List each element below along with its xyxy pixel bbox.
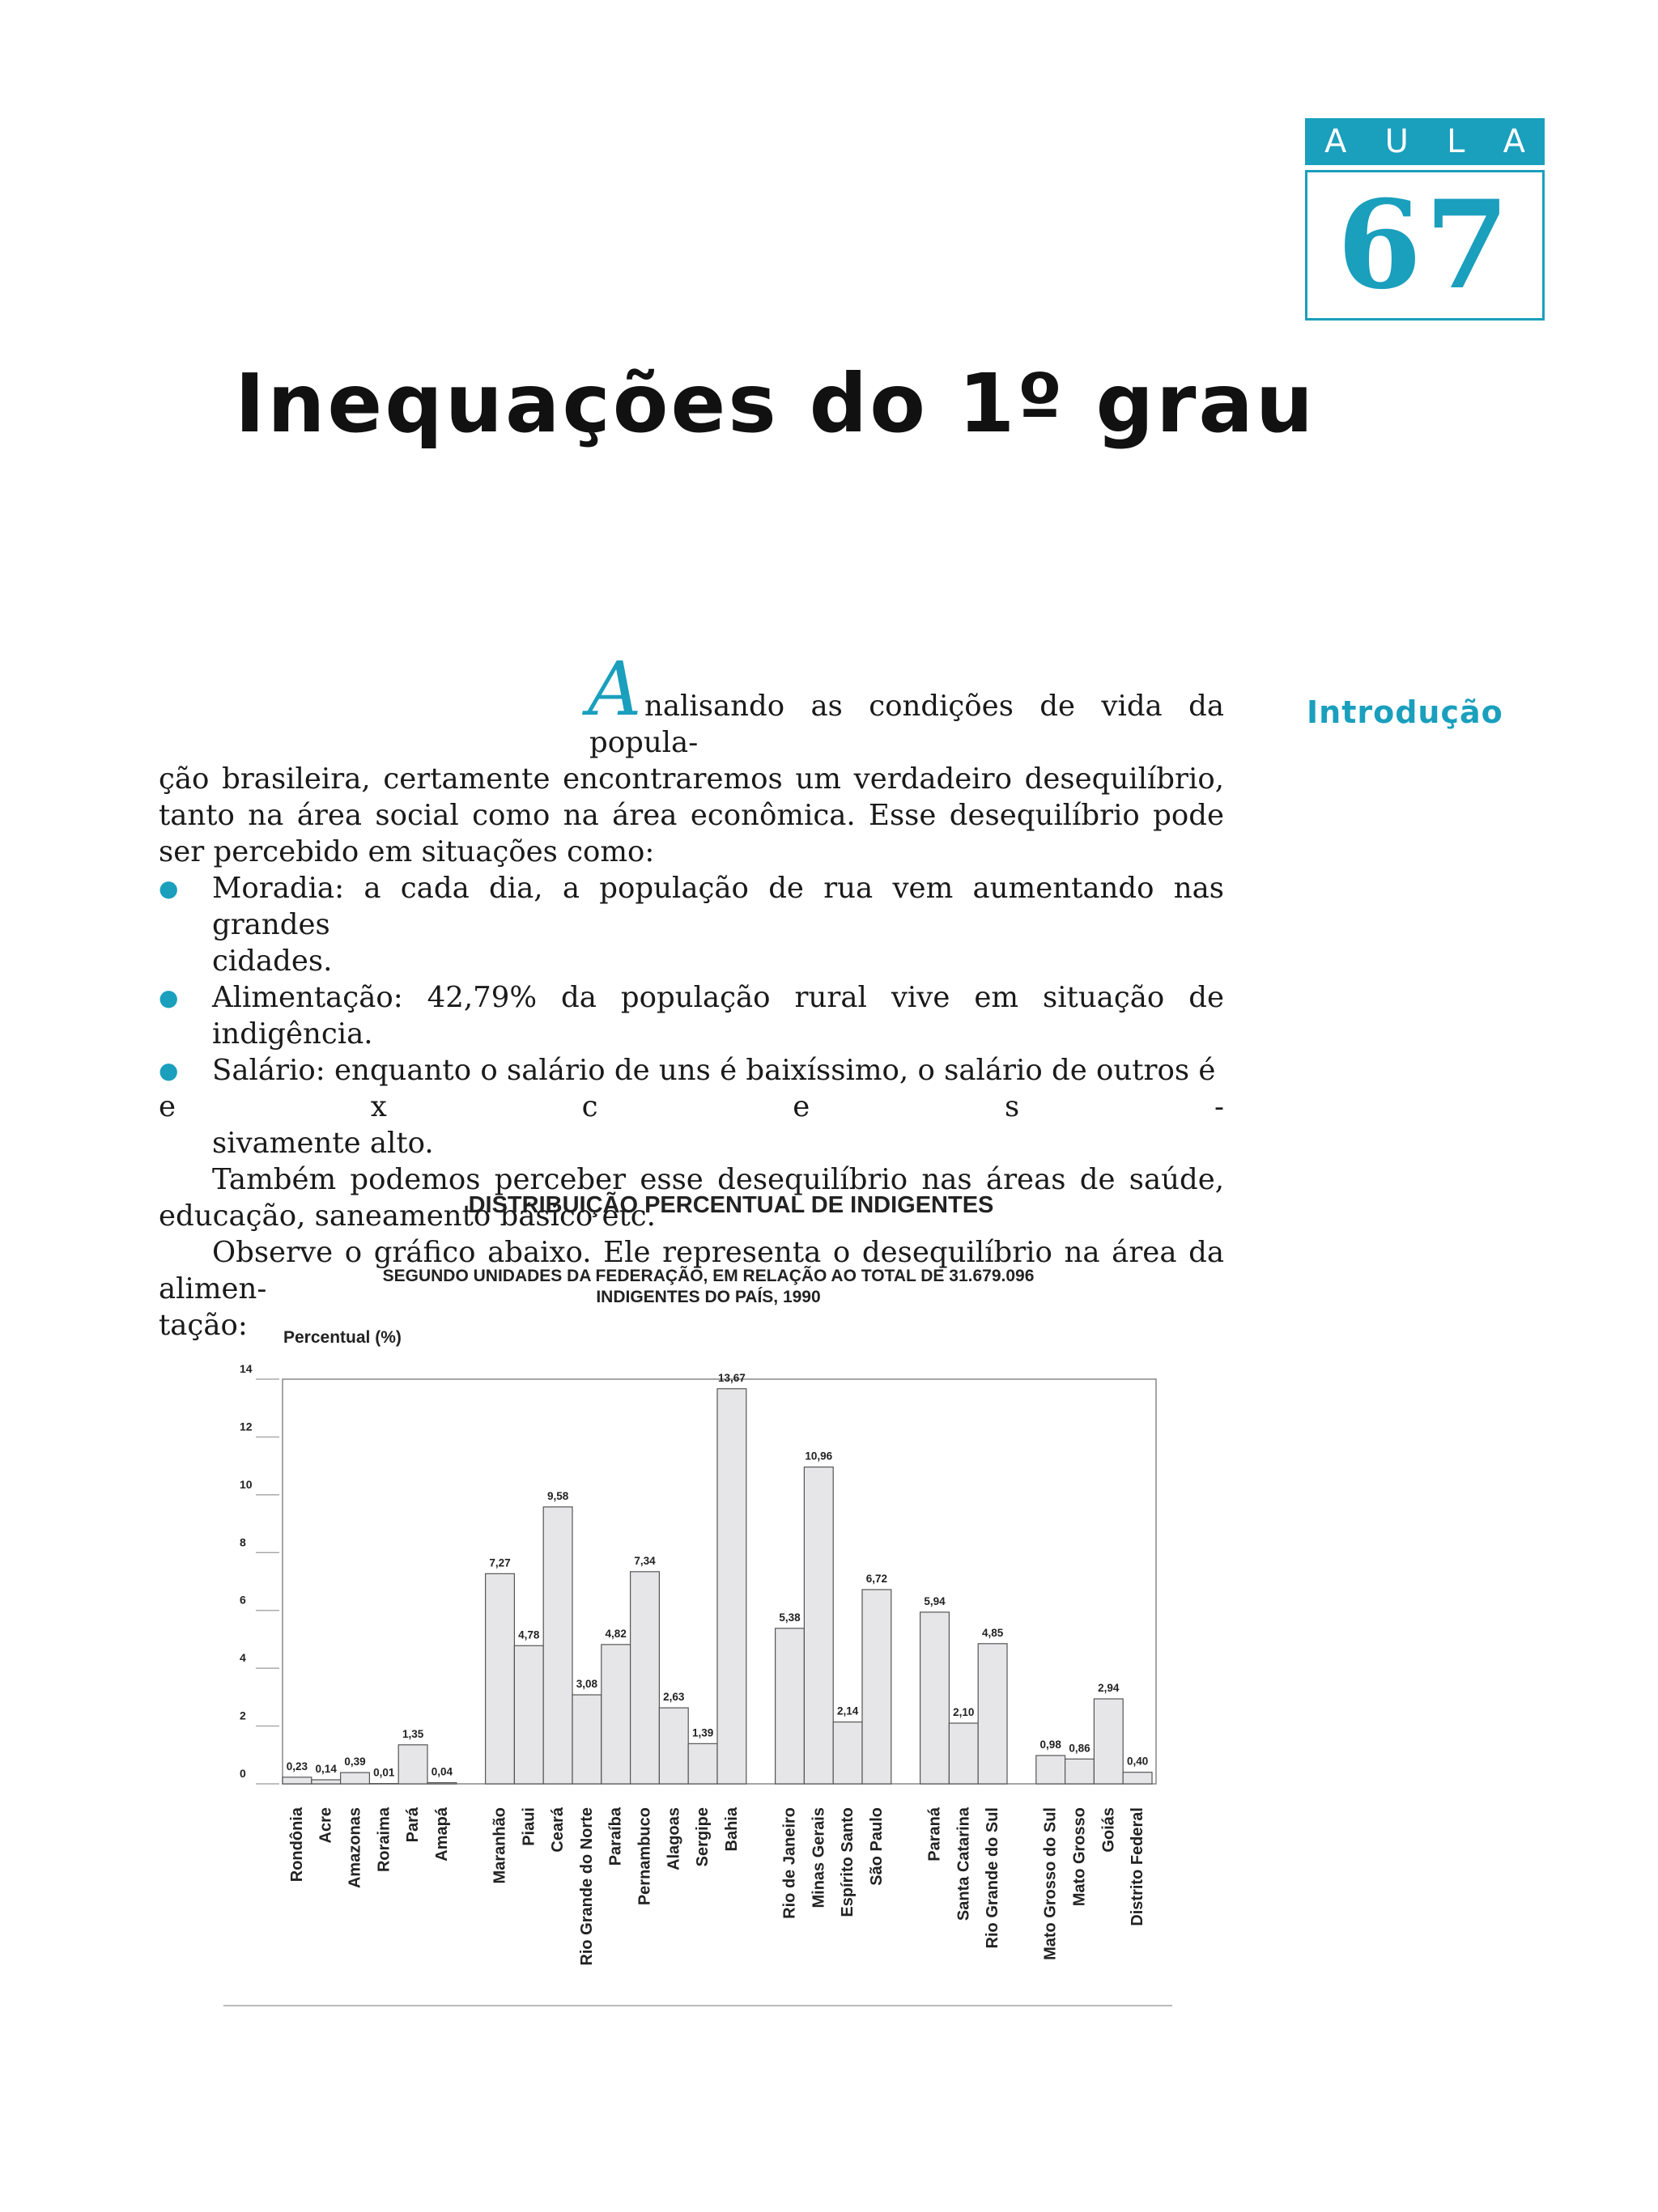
- x-tick-label: São Paulo: [867, 1807, 886, 1886]
- list-item-text: Moradia: a cada dia, a população de rua vem aumentando nas grandes: [212, 872, 1224, 941]
- y-tick-label: 6: [240, 1593, 246, 1607]
- lesson-badge-header: [1305, 118, 1545, 165]
- bar: [1065, 1759, 1095, 1784]
- bar-value-label: 2,63: [663, 1691, 685, 1704]
- x-tick-label: Rondônia: [287, 1807, 306, 1883]
- spaced-letter: -: [1214, 1090, 1224, 1123]
- bullet-icon: ●: [159, 875, 179, 902]
- list-item: [159, 1052, 1224, 1089]
- x-tick-label: Amapá: [432, 1807, 451, 1862]
- lesson-badge: [1305, 118, 1545, 321]
- bar: [659, 1708, 688, 1784]
- bar-value-label: 2,94: [1098, 1682, 1120, 1694]
- bar: [776, 1628, 805, 1784]
- lesson-badge-letter: A: [1503, 123, 1525, 160]
- x-tick-label: Acre: [317, 1807, 335, 1844]
- spaced-letter: e: [793, 1090, 810, 1123]
- list-item: [159, 870, 1224, 943]
- list-item-continuation: sivamente alto.: [212, 1127, 434, 1160]
- bar-value-label: 5,94: [924, 1594, 946, 1607]
- bar-value-label: 7,27: [489, 1556, 511, 1569]
- bar: [572, 1695, 602, 1784]
- x-tick-label: Rio Grande do Norte: [577, 1807, 596, 1966]
- bar: [717, 1389, 746, 1784]
- x-tick-label: Ceará: [549, 1807, 568, 1853]
- bar-value-label: 4,85: [981, 1626, 1004, 1639]
- chart-subtitle: INDIGENTES DO PAÍS, 1990: [596, 1288, 821, 1306]
- bar: [862, 1590, 891, 1784]
- list-item-text: Salário: enquanto o salário de uns é baixíssimo, o salário de outros é: [212, 1054, 1216, 1087]
- bar-value-label: 1,39: [691, 1726, 714, 1739]
- first-line-text: nalisando as condições de vida da popula-: [589, 690, 1224, 759]
- spaced-word-line: [159, 1089, 1224, 1125]
- x-tick-label: Distrito Federal: [1129, 1807, 1147, 1926]
- bar-value-label: 0,04: [431, 1765, 453, 1778]
- bar: [543, 1507, 572, 1784]
- bar: [602, 1645, 631, 1784]
- x-tick-label: Mato Grosso do Sul: [1041, 1807, 1060, 1960]
- bar-value-label: 6,72: [865, 1573, 888, 1585]
- bullet-icon: ●: [159, 1057, 179, 1084]
- bar: [631, 1572, 660, 1784]
- x-tick-label: Pará: [404, 1807, 423, 1843]
- bar-value-label: 0,40: [1126, 1755, 1149, 1768]
- bar: [978, 1644, 1007, 1784]
- bullet-icon: ●: [159, 984, 179, 1011]
- spaced-letter: x: [370, 1090, 387, 1123]
- x-tick-label: Santa Catarina: [954, 1807, 973, 1921]
- bar: [398, 1745, 427, 1784]
- x-tick-label: Paraíba: [606, 1807, 625, 1866]
- bar-value-label: 0,98: [1039, 1739, 1061, 1751]
- bar-value-label: 10,96: [805, 1450, 833, 1463]
- x-tick-label: Alagoas: [665, 1807, 683, 1870]
- lesson-number: 67: [1337, 174, 1513, 316]
- bar-value-label: 0,23: [286, 1760, 308, 1773]
- bar: [514, 1645, 543, 1784]
- y-tick-label: 14: [240, 1362, 253, 1375]
- x-tick-label: Rio de Janeiro: [780, 1807, 799, 1919]
- x-tick-label: Mato Grosso: [1070, 1807, 1089, 1907]
- bar-value-label: 0,86: [1069, 1742, 1090, 1755]
- bar-value-label: 0,39: [344, 1756, 366, 1768]
- bar: [283, 1777, 312, 1784]
- x-tick-label: Goiás: [1099, 1807, 1118, 1853]
- lesson-number-box: [1305, 170, 1545, 321]
- section-label: Introdução: [1307, 694, 1503, 730]
- x-tick-label: Paraná: [925, 1807, 944, 1862]
- bar: [920, 1612, 950, 1784]
- x-tick-label: Sergipe: [694, 1807, 712, 1867]
- spaced-letter: s: [1005, 1090, 1020, 1123]
- y-tick-label: 10: [240, 1477, 253, 1491]
- x-tick-label: Pernambuco: [636, 1807, 654, 1906]
- x-tick-label: Rio Grande do Sul: [984, 1807, 1002, 1949]
- y-tick-label: 12: [240, 1420, 253, 1433]
- spaced-letter: e: [159, 1090, 176, 1123]
- bar: [949, 1723, 978, 1784]
- spaced-letter: c: [581, 1090, 598, 1123]
- bar: [427, 1783, 457, 1784]
- bar-value-label: 9,58: [546, 1489, 569, 1502]
- bar-value-label: 5,38: [779, 1611, 801, 1624]
- bar: [804, 1467, 833, 1784]
- x-tick-label: Espírito Santo: [839, 1807, 857, 1917]
- list-item: [159, 979, 1224, 1052]
- bar: [1123, 1773, 1152, 1784]
- x-tick-label: Amazonas: [346, 1807, 364, 1889]
- x-tick-label: Minas Gerais: [810, 1807, 828, 1908]
- bar: [1094, 1699, 1123, 1784]
- x-tick-label: Piaui: [520, 1807, 538, 1846]
- page-title: Inequações do 1º grau: [235, 356, 1316, 451]
- bar-value-label: 0,01: [373, 1766, 395, 1779]
- bar: [1036, 1756, 1065, 1784]
- bar: [341, 1773, 370, 1784]
- y-tick-label: 8: [240, 1535, 246, 1549]
- bar: [688, 1743, 717, 1784]
- bar: [312, 1780, 341, 1784]
- list-item-continuation: cidades.: [212, 945, 333, 978]
- bar-value-label: 2,14: [836, 1705, 859, 1717]
- paragraph-3: Observe o gráfico abaixo. Ele representa o desequilíbrio na área da alimen-: [159, 1236, 1224, 1306]
- list-item-text: Alimentação: 42,79% da população rural vive em situação de indigência.: [212, 981, 1224, 1051]
- bar-value-label: 2,10: [953, 1706, 975, 1718]
- chart-subtitle: SEGUNDO UNIDADES DA FEDERAÇÃO, EM RELAÇÃO AO TOTAL DE 31.679.096: [382, 1267, 1035, 1285]
- drop-cap: A: [588, 646, 642, 732]
- bar-value-label: 7,34: [634, 1554, 656, 1567]
- x-tick-label: Roraima: [375, 1807, 393, 1873]
- x-tick-label: Bahia: [722, 1807, 741, 1852]
- y-tick-label: 2: [240, 1709, 246, 1722]
- paragraph-2: Também podemos perceber esse desequilíbrio nas áreas de saúde, educação, saneamento básico etc.: [159, 1163, 1224, 1233]
- bar-value-label: 4,82: [605, 1627, 627, 1640]
- first-line: [159, 646, 1224, 761]
- bar-value-label: 3,08: [576, 1678, 598, 1690]
- bar: [833, 1722, 862, 1784]
- lesson-badge-letter: L: [1447, 123, 1465, 160]
- chart-title: DISTRIBUIÇÃO PERCENTUAL DE INDIGENTES: [468, 1192, 994, 1218]
- plot-frame: [283, 1379, 1156, 1784]
- paragraph-1: ção brasileira, certamente encontraremos um verdadeiro desequilíbrio, tanto na área social como na área econômica. Esse desequilíbrio pode ser percebido em situações como:: [159, 762, 1224, 868]
- x-tick-label: Maranhão: [491, 1807, 509, 1884]
- bar-value-label: 4,78: [518, 1628, 540, 1641]
- lesson-badge-letter: A: [1324, 123, 1347, 160]
- y-tick-label: 4: [240, 1651, 246, 1665]
- lesson-badge-letter: U: [1384, 123, 1409, 160]
- y-tick-label: 0: [240, 1767, 246, 1780]
- bar: [486, 1573, 515, 1784]
- bar-value-label: 13,67: [718, 1371, 746, 1384]
- bar-value-label: 1,35: [402, 1727, 424, 1740]
- bar-value-label: 0,14: [315, 1763, 337, 1775]
- y-axis-label: Percentual (%): [283, 1328, 402, 1347]
- paragraph-3-end: tação:: [159, 1309, 248, 1342]
- body-text: [159, 646, 1224, 1344]
